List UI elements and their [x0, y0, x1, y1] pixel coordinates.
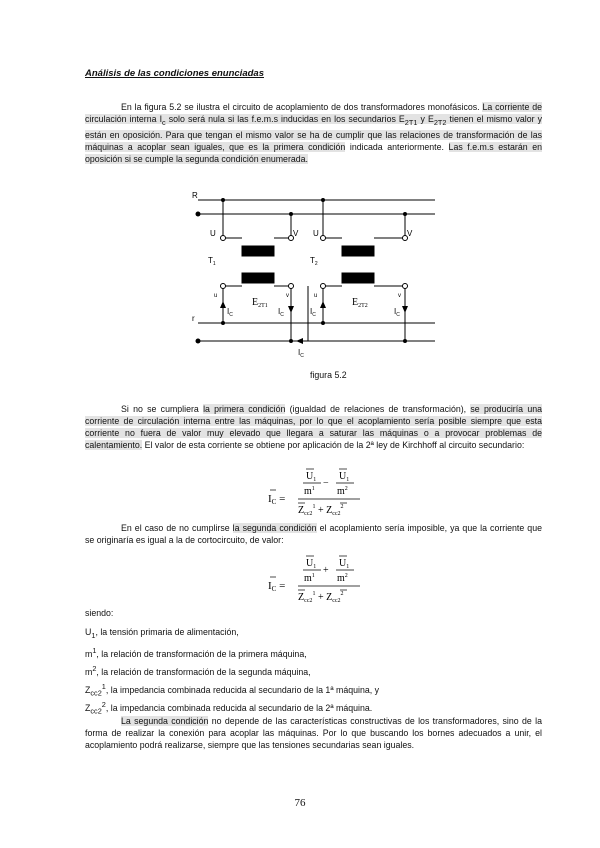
- svg-text:m1: $m^1$: [304, 486, 315, 497]
- siendo-label: siendo:: [85, 608, 114, 618]
- svg-text:Zcc21 + Zcc22: $Z_{cc2}^1 + Z_{cc2}^2$: [298, 591, 344, 604]
- svg-text:IC: $I_C$: [227, 307, 233, 318]
- svg-text:+: +: [323, 565, 329, 576]
- svg-text:E2T1: $E_{2T1}$: [252, 297, 268, 309]
- definition-z1: $Z_{cc2}^1$, la impedancia combinada reducida al secundario de la 1ª máquina, y: [85, 682, 380, 698]
- svg-text:U1: $U_1$: [339, 471, 350, 483]
- circuit-diagram: [190, 190, 450, 365]
- svg-text:V: V: [293, 229, 299, 238]
- paragraph-4: La segunda condición no depende de las características constructivas de los transformadores, sino de la forma de realizar la conexión para acoplar las máquinas. Por lo que buscando los bornes adecuados a unir, el acoplamiento podrá realizarse, siempre que las tensiones secundarias sean iguales.: [85, 716, 542, 750]
- definition-z2: $Z_{cc2}^2$, la impedancia combinada reducida al secundario de la 2ª máquina.: [85, 700, 373, 716]
- svg-text:IC =: IC =: [268, 493, 286, 506]
- svg-text:−: −: [323, 478, 329, 489]
- svg-text:IC: $I_C$: [394, 307, 400, 318]
- svg-text:E2T2: $E_{2T2}$: [352, 297, 368, 309]
- svg-text:r: r: [192, 314, 195, 323]
- svg-text:v: v: [286, 293, 289, 299]
- figure-caption: figura 5.2: [310, 370, 347, 380]
- definition-u1: $U_1$, la tensión primaria de alimentación,: [85, 627, 239, 640]
- svg-text:u: u: [214, 293, 218, 299]
- paragraph-2: Si no se cumpliera la primera condición (igualdad de relaciones de transformación), se produciría una corriente de circulación interna entre las máquinas, por lo que el acoplamiento sería posible siempre que esta corriente no fuera de valor muy elevado que llegara a saturar las máquinas o a provocar problemas de calentamiento. El valor de esta corriente se obtiene por aplicación de la 2ª ley de Kirchhoff al circuito secundario:: [85, 404, 542, 450]
- svg-text:u: u: [314, 293, 318, 299]
- svg-text:IC: $I_C$: [278, 307, 284, 318]
- svg-text:U: U: [210, 229, 216, 238]
- svg-text:IC =: IC =: [268, 580, 286, 593]
- definition-m1: $m^1$, la relación de transformación de la primera máquina,: [85, 646, 307, 659]
- svg-text:m2: $m^2$: [337, 573, 348, 584]
- svg-text:Zcc21 + Zcc22: $Z_{cc2}^1 + Z_{cc2}^2$: [298, 504, 344, 517]
- svg-text:m1: $m^1$: [304, 573, 315, 584]
- svg-text:v: v: [398, 293, 401, 299]
- paragraph-1: En la figura 5.2 se ilustra el circuito de acoplamiento de dos transformadores monofásicos. La corriente de circulación interna $I_c$ solo será nula si las f.e.m.s inducidas en los secundarios $E_{2T1}$ y $E_{2T2}$ tienen el mismo valor y están en oposición. Para que tengan el mismo valor se ha de cumplir que las relaciones de transformación de las máquinas a acoplar sean iguales, que es la primera condición indicada anteriormente. Las f.e.m.s estarán en oposición si se cumple la segunda condición enumerada.: [85, 102, 543, 164]
- page-number: 76: [294, 797, 306, 809]
- svg-text:U1: $U_1$: [306, 558, 317, 570]
- svg-text:R: R: [192, 191, 198, 200]
- svg-text:U1: $U_1$: [339, 558, 350, 570]
- definition-m2: $m^2$, la relación de transformación de la segunda máquina,: [85, 664, 311, 677]
- svg-text:IC: $I_C$: [310, 307, 316, 318]
- svg-text:U1: $U_1$: [306, 471, 317, 483]
- equation-1: [268, 466, 388, 526]
- equation-2: [268, 553, 388, 613]
- section-heading: Análisis de las condiciones enunciadas: [85, 68, 264, 79]
- paragraph-3: En el caso de no cumplirse la segunda condición el acoplamiento sería imposible, ya que la corriente que se originaría es igual a la de cortocircuito, de valor:: [85, 523, 542, 545]
- svg-text:m2: $m^2$: [337, 486, 348, 497]
- svg-text:V: V: [407, 229, 413, 238]
- svg-text:U: U: [313, 229, 319, 238]
- svg-text:IC: $I_C$: [298, 348, 304, 359]
- svg-text:T1: $T_1$: [208, 256, 216, 267]
- svg-text:T2: $T_2$: [310, 256, 318, 267]
